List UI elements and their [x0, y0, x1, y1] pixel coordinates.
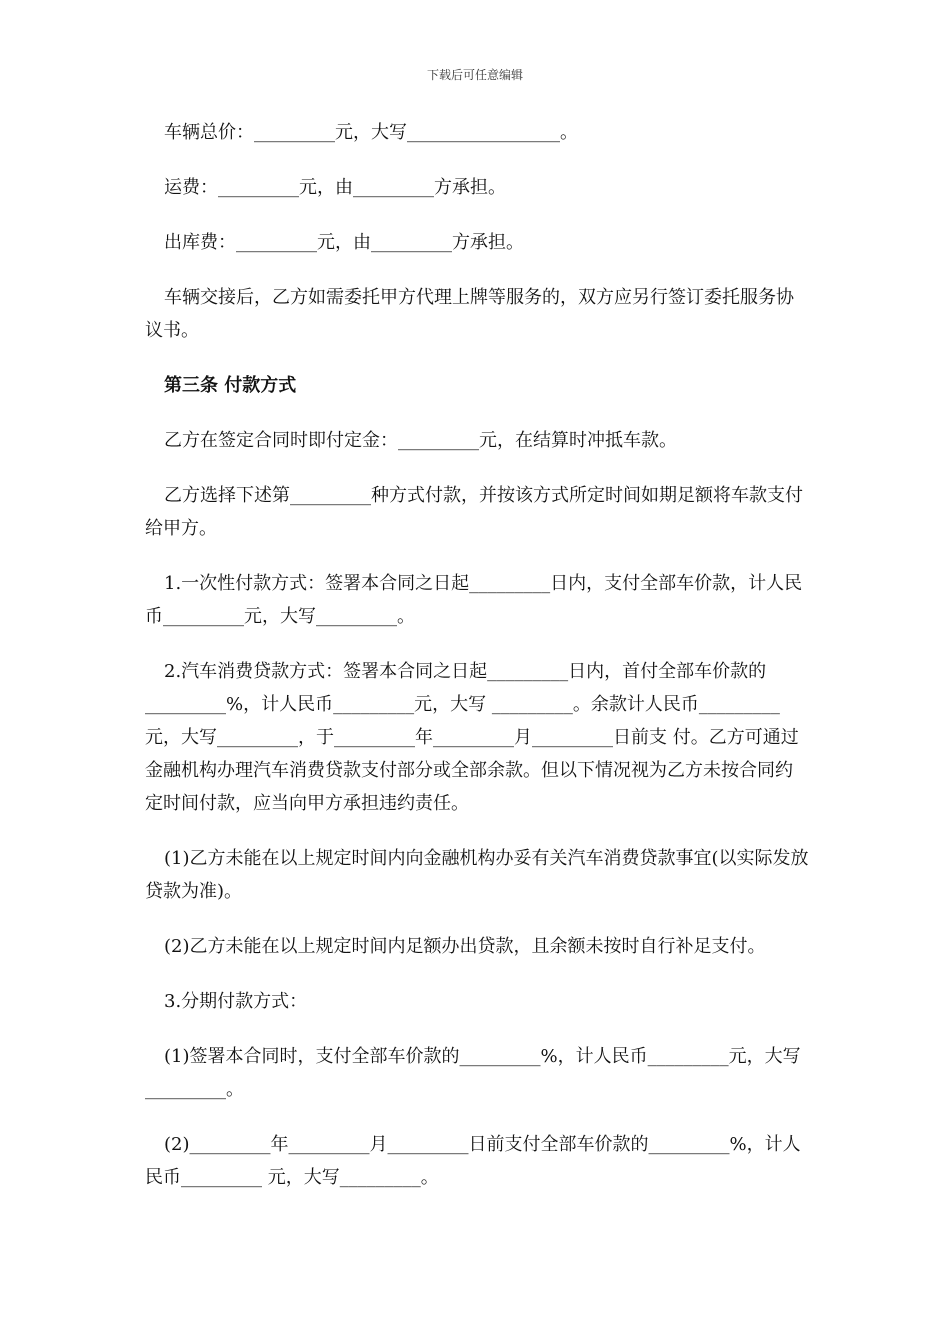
document-body	[145, 116, 810, 1194]
loan-clause-2: (2)乙方未能在以上规定时间内足额办出贷款，且余额未按时自行补足支付。	[164, 936, 766, 957]
deposit-paragraph: 乙方在签定合同时即付定金：_________元，在结算时冲抵车款。	[164, 430, 677, 451]
payment-choice-paragraph: 乙方选择下述第_________种方式付款，并按该方式所定时间如期足额将车款支付给甲方。	[145, 485, 803, 539]
total-price-line: 车辆总价：_________元，大写_________________。	[164, 122, 578, 143]
warehouse-fee-line: 出库费：_________元，由_________方承担。	[164, 232, 524, 253]
loan-payment-paragraph: 2.汽车消费贷款方式：签署本合同之日起_________日内，首付全部车价款的_________%，计人民币_________元，大写 _________。余款计人民币_________元，大写_________，于_________年_________月_________日前支 付。乙方可通过金融机构办理汽车消费贷款支付部分或全部余款。但以下情况视为乙方未按合同约定时间付款，应当向甲方承担违约责任。	[145, 661, 799, 814]
registration-service-paragraph: 车辆交接后，乙方如需委托甲方代理上牌等服务的，双方应另行签订委托服务协议书。	[145, 287, 794, 341]
page-header: 下载后可任意编辑	[426, 68, 523, 82]
installment-clause-2: (2)_________年_________月_________日前支付全部车价款的_________%，计人民币_________ 元，大写_________。	[145, 1134, 801, 1188]
installment-clause-1: (1)签署本合同时，支付全部车价款的_________%，计人民币_________元，大写_________。	[145, 1046, 801, 1100]
section-heading-payment: 第三条 付款方式	[164, 375, 297, 396]
installment-heading: 3.分期付款方式：	[164, 991, 308, 1012]
loan-clause-1: (1)乙方未能在以上规定时间内向金融机构办妥有关汽车消费贷款事宜(以实际发放贷款为准)。	[145, 848, 809, 902]
lump-sum-payment-paragraph: 1.一次性付款方式：签署本合同之日起_________日内，支付全部车价款，计人民币_________元，大写_________。	[145, 573, 803, 627]
freight-line: 运费：_________元，由_________方承担。	[164, 177, 506, 198]
